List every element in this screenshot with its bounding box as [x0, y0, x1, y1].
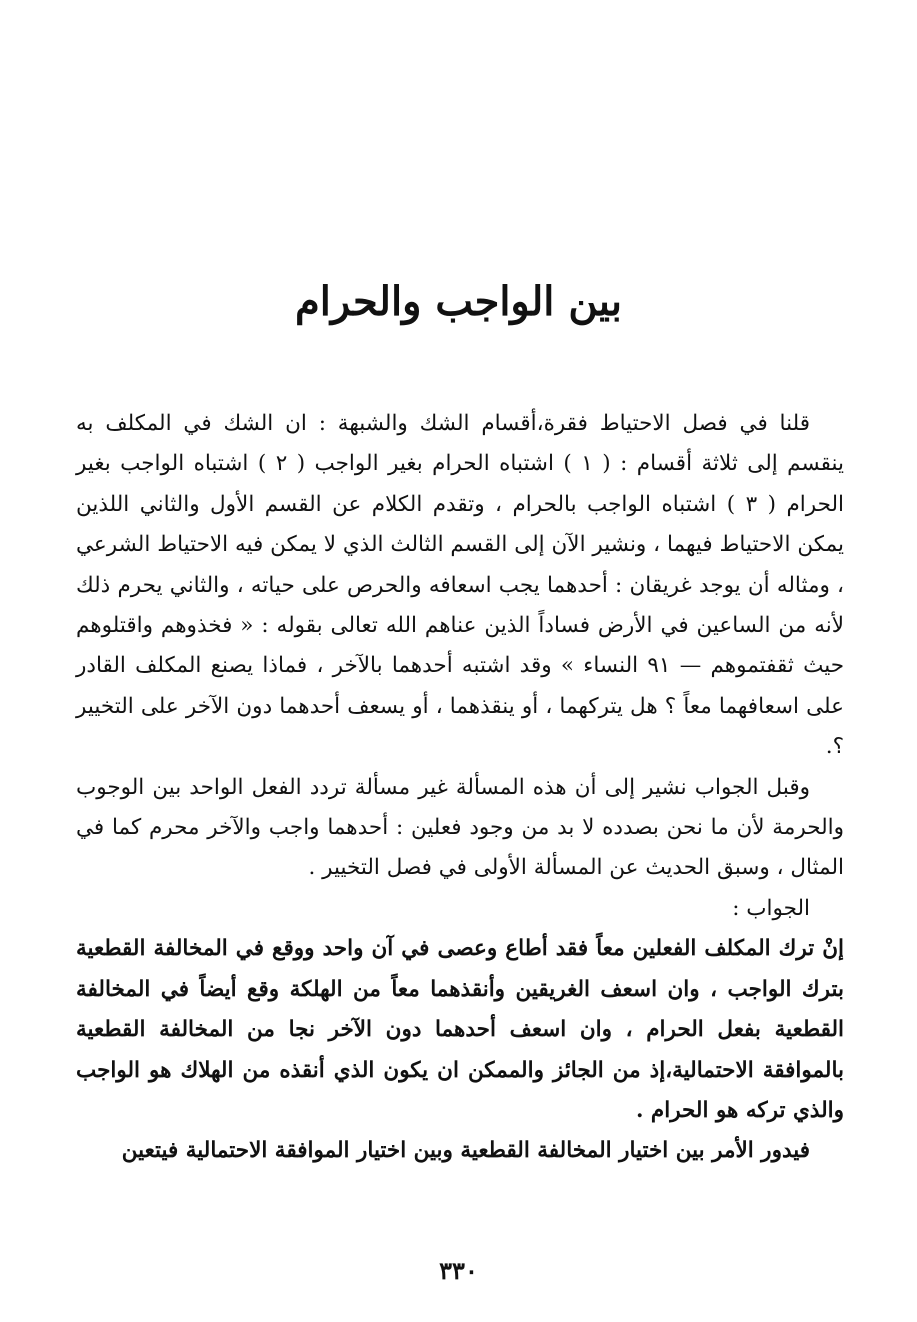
paragraph-conclusion: فيدور الأمر بين اختيار المخالفة القطعية وبين اختيار الموافقة الاحتمالية فيتعين: [121, 1138, 810, 1164]
page-number: ٣٣٠: [439, 1256, 478, 1285]
page-title: بين الواجب والحرام: [295, 278, 622, 325]
paragraph-question: قلنا في فصل الاحتياط فقرة،أقسام الشك والشبهة : ان الشك في المكلف به ينقسم إلى ثلاثة أقسام : ( ١ ) اشتباه الحرام بغير الواجب ( ٢ ) اشتباه الواجب بغير الحرام ( ٣ ) اشتباه الواجب بالحرام ، وتقدم الكلام عن القسم الأول والثاني اللذين يمكن الاحتياط فيهما ، ونشير الآن إلى القسم الثالث الذي لا يمكن فيه الاحتياط الشرعي ، ومثاله أن يوجد غريقان : أحدهما يجب اسعافه والحرص على حياته ، والثاني يحرم ذلك لأنه من الساعين في الأرض فساداً الذين عناهم الله تعالى بقوله : « فخذوهم واقتلوهم حيث ثقفتموهم — ٩١ النساء » وقد اشتبه أحدهما بالآخر ، فماذا يصنع المكلف القادر على اسعافهما معاً ؟ هل يتركهما ، أو ينقذهما ، أو يسعف أحدهما دون الآخر على التخيير ؟.: [76, 411, 844, 760]
paragraph-answer: إنْ ترك المكلف الفعلين معاً فقد أطاع وعصى في آن واحد ووقع في المخالفة القطعية بترك الواجب ، وان اسعف الغريقين وأنقذهما معاً من الهلكة وقع أيضاً في المخالفة القطعية بفعل الحرام ، وان اسعف أحدهما دون الآخر نجا من المخالفة القطعية بالموافقة الاحتمالية،إذ من الجائز والممكن ان يكون الذي أنقذه من الهلاك هو الواجب والذي تركه هو الحرام .: [76, 936, 844, 1123]
paragraph-distinction: وقبل الجواب نشير إلى أن هذه المسألة غير مسألة تردد الفعل الواحد بين الوجوب والحرمة لأن ما نحن بصدده لا بد من وجود فعلين : أحدهما واجب والآخر محرم كما في المثال ، وسبق الحديث عن المسألة الأولى في فصل التخيير .: [76, 774, 844, 881]
answer-label: الجواب :: [732, 895, 810, 921]
body-text: [76, 404, 844, 1172]
